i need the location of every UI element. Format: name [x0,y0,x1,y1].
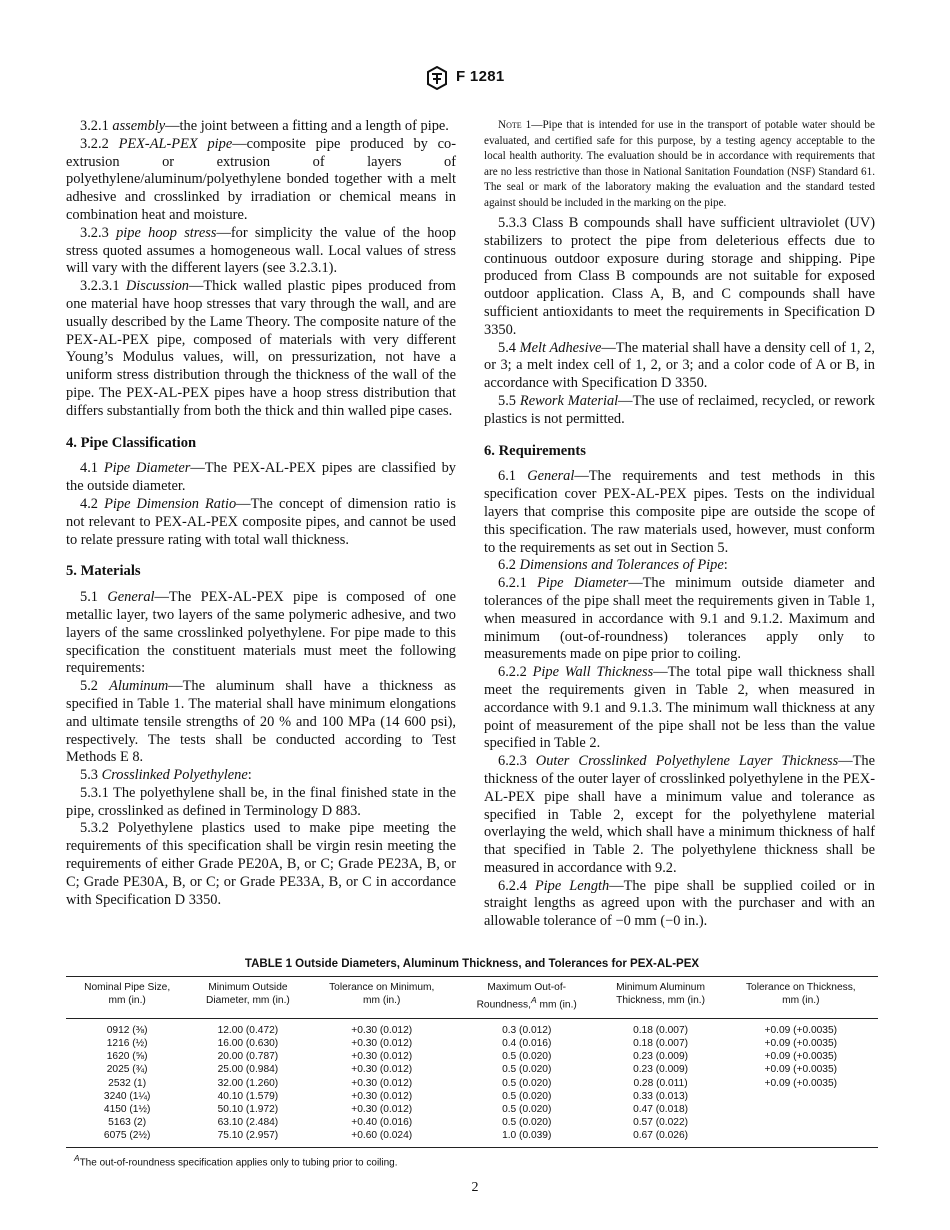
table-cell: 0.23 (0.009) [633,1051,688,1063]
paragraph-6-2-4: 6.2.4 Pipe Length—The pipe shall be supplied coiled or in straight lengths as agreed upon with the purchaser and with an allowable tolerance of −0 mm (−0 in.). [484,877,876,930]
table-cell: +0.09 (+0.0035) [764,1038,838,1049]
table-cell: 40.10 (1.579) [217,1090,279,1102]
table-cell: +0.60 (0.024) [351,1130,413,1142]
table-cell: +0.30 (0.012) [351,1038,413,1049]
paragraph-3-2-2: 3.2.2 PEX-AL-PEX pipe—composite pipe produced by co-extrusion or extrusion of layers of polyethylene/aluminum/polyethylene bonded together with a melt adhesive and crosslinked by irradiation or chemical means in combination heat and moisture. [66,135,456,223]
table-cell: 50.10 (1.972) [217,1104,279,1116]
paragraph-5-5: 5.5 Rework Material—The use of reclaimed, recycled, or rework plastics is not permitted. [484,392,875,427]
table-cell: 0.28 (0.011) [633,1077,688,1089]
table-cell: +0.09 (+0.0035) [764,1051,838,1063]
table-cell: 1.0 (0.039) [502,1130,552,1142]
col-header-tol-min: Tolerance on Minimum, mm (in.) [329,982,435,1007]
table-cell: +0.40 (0.016) [351,1117,413,1129]
table-cell: 0.3 (0.012) [502,1024,552,1036]
paragraph-6-2: 6.2 Dimensions and Tolerances of Pipe: [498,557,728,574]
table-cell: 0.57 (0.022) [633,1117,688,1129]
paragraph-6-1: 6.1 General—The requirements and test methods in this specification cover PEX-AL-PEX pipes. Tests on the individual layers that comprise this composite pipe are outside the scope of this specification. The raw materials used, however, must conform to the requirements as set out in Section 5. [484,468,876,556]
col-header-tol-thickness: Tolerance on Thickness, mm (in.) [745,982,856,1007]
table-row [66,1116,878,1129]
page-header [0,66,950,92]
paragraph-4-2: 4.2 Pipe Dimension Ratio—The concept of dimension ratio is not relevant to PEX-AL-PEX composite pipes, and cannot be used to relate pressure rating with total wall thickness. [66,495,456,548]
table-1 [66,958,878,1168]
heading-pipe-classification: 4. Pipe Classification [66,434,197,451]
table-header-row [66,977,878,1019]
table-cell: +0.30 (0.012) [351,1064,413,1076]
table-row [66,1077,878,1090]
table-cell: 2532 (1) [108,1077,147,1089]
table-cell: 0.23 (0.009) [633,1064,688,1076]
table-cell: 1620 (⅝) [106,1051,148,1063]
paragraph-3-2-3: 3.2.3 pipe hoop stress—for simplicity the value of the hoop stress quoted assumes a homogeneous wall. Local values of stress will vary with the different layers (see 3.2.3.1). [66,224,456,277]
paragraph-5-3-3: 5.3.3 Class B compounds shall have sufficient ultraviolet (UV) stabilizers to protect the pipe from deleterious effects due to continuous outdoor exposure during storage and shipping. Pipe produced from Class B compounds are not suitable for exposed outdoor application. Class A, B, and C compounds shall have sufficient antioxidants to meet the requirements in Specification D 3350. [484,215,875,338]
table-row [66,1090,878,1103]
table-cell: 0.5 (0.020) [502,1064,552,1076]
col-header-min-aluminum: Minimum Aluminum Thickness, mm (in.) [616,982,705,1007]
table-cell: 1216 (½) [106,1038,148,1049]
table-row [66,1037,878,1050]
table-row [66,1063,878,1076]
table-cell: 0.18 (0.007) [633,1038,688,1049]
table-cell: 32.00 (1.260) [217,1077,279,1089]
col-header-min-od: Minimum Outside Diameter, mm (in.) [206,982,290,1007]
table-cell: 0.18 (0.007) [633,1024,688,1036]
table-body [66,1018,878,1147]
table-cell [724,1090,878,1103]
table-cell: 0.4 (0.016) [502,1038,552,1049]
table-cell: 0.5 (0.020) [502,1077,552,1089]
paragraph-5-4: 5.4 Melt Adhesive—The material shall have a density cell of 1, 2, or 3; a melt index cell of 1, 2, or 3; and a color code of A or B, in accordance with Specification D 3350. [484,339,875,392]
paragraph-6-2-3: 6.2.3 Outer Crosslinked Polyethylene Layer Thickness—The thickness of the outer layer of crosslinked polyethylene in the PEX-AL-PEX pipe shall have a minimum value and tolerance as specified in Table 2, except for the polyethylene material overlaying the weld, which shall have a minimum thickness of half that specified in Table 2. The polyethylene thickness shall be measured in accordance with 9.2. [484,753,875,876]
table-cell: 75.10 (2.957) [217,1130,279,1142]
table-row [66,1050,878,1063]
astm-logo-icon [426,66,448,90]
table-title: TABLE 1 Outside Diameters, Aluminum Thickness, and Tolerances for PEX-AL-PEX [244,958,700,970]
table-cell: 0.67 (0.026) [633,1130,688,1142]
paragraph-5-2: 5.2 Aluminum—The aluminum shall have a thickness as specified in Table 1. The material shall have minimum elongations and ultimate tensile strengths of 20 % and 100 MPa (14 600 psi), respectively. The tests shall be conducted according to Test Methods E 8. [66,678,456,766]
table-cell [724,1129,878,1147]
table-cell: 20.00 (0.787) [217,1051,279,1063]
table-cell: 5163 (2) [108,1117,147,1129]
heading-requirements: 6. Requirements [484,442,586,459]
table-row [66,1129,878,1147]
table-cell: 0.33 (0.013) [633,1090,688,1102]
table-cell: 16.00 (0.630) [217,1038,279,1049]
table-cell: +0.30 (0.012) [351,1090,413,1102]
paragraph-5-3-2: 5.3.2 Polyethylene plastics used to make pipe meeting the requirements of this specification shall be virgin resin meeting the requirements of either Grade PE20A, B, or C; Grade PE23A, B, or C; Grade PE30A, B, or C; or Grade PE33A, B, or C in accordance with Specification D 3350. [66,820,456,908]
table-cell: 0.5 (0.020) [502,1104,552,1116]
note-1: Note 1—Pipe that is intended for use in the transport of potable water should be evaluated, and certified safe for this purpose, by a testing agency acceptable to the local health authority. The evaluation should be in accordance with requirements that are no less restrictive than those in National Sanitation Foundation (NSF) Standard 61. The seal or mark of the laboratory making the evaluation and the standard tested against should be included in the marking on the pipe. [484,119,875,209]
table-cell: +0.09 (+0.0035) [764,1064,838,1076]
paragraph-5-3-1: 5.3.1 The polyethylene shall be, in the final finished state in the pipe, crosslinked as defined in Terminology D 883. [66,784,456,819]
table-cell: 2025 (¾) [106,1064,148,1076]
table-cell: 0.5 (0.020) [502,1090,552,1102]
paragraph-3-2-3-1: 3.2.3.1 Discussion—Thick walled plastic pipes produced from one material have hoop stresses that vary through the wall, and are usually described by the Lame Theory. The composite nature of the PEX-AL-PEX pipe, composed of materials with very different Young’s Modulus values, will, on pressurization, not have a uniform stress distribution through the thickness of the wall of the pipe. The PEX-AL-PEX pipes have a hoop stress distribution that differs substantially from both the thick and thin walled pipe cases. [66,278,456,419]
table-cell: +0.30 (0.012) [351,1104,413,1116]
paragraph-6-2-2: 6.2.2 Pipe Wall Thickness—The total pipe wall thickness shall meet the requirements given in Table 2, when measured in accordance with 9.1 and 9.1.3. The minimum wall thickness at any point of measurement of the pipe shall not be less than the value specified in Table 2. [484,664,875,752]
paragraph-6-2-1: 6.2.1 Pipe Diameter—The minimum outside diameter and tolerances of the pipe shall meet the requirements given in Table 1, when measured in accordance with 9.1 and 9.1.2. Maximum and minimum (out-of-roundness) tolerances apply only to measurements made on pipe prior to coiling. [484,575,875,663]
table-cell: 6075 (2½) [103,1130,151,1142]
table-cell: 0912 (⅜) [106,1024,148,1036]
col-header-out-of-roundness: Maximum Out-of- Roundness,$^A$ mm (in.) [476,982,577,1011]
table-cell: 25.00 (0.984) [217,1064,279,1076]
table-row [66,1103,878,1116]
table-cell: +0.09 (+0.0035) [764,1077,838,1089]
col-header-nominal-size: Nominal Pipe Size, mm (in.) [84,982,171,1007]
table-cell: +0.30 (0.012) [351,1077,413,1089]
table-cell [724,1103,878,1116]
paragraph-5-3: 5.3 Crosslinked Polyethylene: [80,767,252,784]
paragraph-5-1: 5.1 General—The PEX-AL-PEX pipe is composed of one metallic layer, two layers of the same polymeric adhesive, and two layers of the same crosslinked polyethylene. For pipe made to this specification the constituent materials must meet the following requirements: [66,589,456,677]
table-cell: 4150 (1½) [103,1104,151,1116]
table-row [66,1018,878,1037]
table-cell: 12.00 (0.472) [217,1024,279,1036]
table-cell [724,1116,878,1129]
table-cell: +0.30 (0.012) [351,1024,413,1036]
table-cell: 0.47 (0.018) [633,1104,688,1116]
left-column [66,118,456,909]
table-cell: +0.09 (+0.0035) [764,1024,838,1036]
paragraph-4-1: 4.1 Pipe Diameter—The PEX-AL-PEX pipes are classified by the outside diameter. [66,460,456,495]
table-cell: 0.5 (0.020) [502,1051,552,1063]
document-number: F 1281 [456,68,505,85]
table-1-grid [66,976,878,1148]
page-number: 2 [471,1180,479,1195]
table-cell: +0.30 (0.012) [351,1051,413,1063]
paragraph-3-2-1: 3.2.1 assembly—the joint between a fitting and a length of pipe. [80,118,449,134]
table-cell: 63.10 (2.484) [217,1117,279,1129]
heading-materials: 5. Materials [66,563,141,580]
right-column [484,118,875,931]
table-footnote: $^A$The out-of-roundness specification applies only to tubing prior to coiling. [74,1152,398,1168]
table-cell: 0.5 (0.020) [502,1117,552,1129]
table-cell: 3240 (1¼) [103,1090,151,1102]
